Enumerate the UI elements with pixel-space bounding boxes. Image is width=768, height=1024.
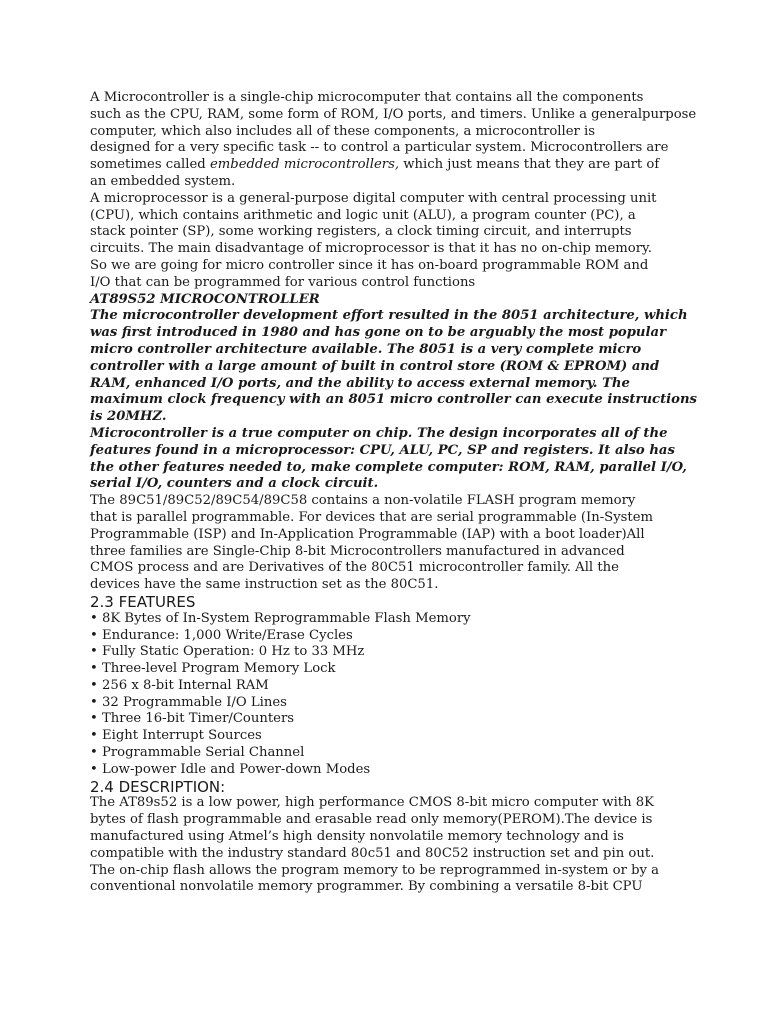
paragraph-line: maximum clock frequency with an 8051 micro controller can execute instructions (90, 392, 697, 408)
intro-text: sometimes called (90, 157, 210, 173)
paragraph-line: A microprocessor is a general-purpose digital computer with central processing unit (90, 190, 657, 206)
feature-item: • 8K Bytes of In-System Reprogrammable Flash Memory (90, 610, 471, 626)
intro-line: computer, which also includes all of these components, a microcontroller is (90, 123, 595, 139)
intro-text: which just means that they are part of (399, 157, 660, 173)
feature-item: • Programmable Serial Channel (90, 745, 305, 761)
paragraph-line: controller with a large amount of built in control store (ROM & EPROM) and (90, 358, 660, 374)
description-heading: 2.4 DESCRIPTION: (90, 777, 226, 796)
feature-item: • Low-power Idle and Power-down Modes (90, 761, 371, 777)
paragraph-line: RAM, enhanced I/O ports, and the ability to access external memory. The (90, 375, 630, 391)
paragraph-line: So we are going for micro controller since it has on-board programmable ROM and (90, 257, 649, 273)
feature-item: • 32 Programmable I/O Lines (90, 694, 287, 710)
intro-line: an embedded system. (90, 173, 236, 189)
feature-item: • Three 16-bit Timer/Counters (90, 711, 295, 727)
paragraph-line: is 20MHZ. (90, 409, 167, 425)
microprocessor-paragraph (90, 190, 657, 292)
paragraph-line: manufactured using Atmel’s high density nonvolatile memory technology and is (90, 829, 624, 845)
paragraph-line: features found in a microprocessor: CPU, ALU, PC, SP and registers. It also has (90, 442, 675, 458)
paragraph-line: I/O that can be programmed for various control functions (90, 274, 476, 290)
features-heading: 2.3 FEATURES (90, 592, 196, 611)
intro-line (90, 157, 660, 174)
bold-paragraph-8051 (90, 308, 697, 426)
intro-line: A Microcontroller is a single-chip microcomputer that contains all the components (90, 90, 644, 105)
paragraph-line: bytes of flash programmable and erasable read only memory(PEROM).The device is (90, 812, 653, 828)
italic-term: embedded microcontrollers, (209, 157, 400, 173)
paragraph-line: CMOS process and are Derivatives of the 80C51 microcontroller family. All the (90, 560, 619, 576)
paragraph-line: was first introduced in 1980 and has gone on to be arguably the most popular (90, 325, 667, 341)
paragraph-line: circuits. The main disadvantage of microprocessor is that it has no on-chip memory. (90, 241, 652, 257)
feature-item: • Three-level Program Memory Lock (90, 661, 336, 677)
paragraph-line: The AT89s52 is a low power, high performance CMOS 8-bit micro computer with 8K (90, 795, 655, 811)
feature-item: • 256 x 8-bit Internal RAM (90, 677, 269, 693)
bold-paragraph-computer-on-chip (90, 425, 687, 493)
paragraph-line: Programmable (ISP) and In-Application Programmable (IAP) with a boot loader)All (90, 526, 645, 542)
section-title-at89s52: AT89S52 MICROCONTROLLER (90, 291, 320, 307)
paragraph-line: micro controller architecture available. The 8051 is a very complete micro (90, 341, 642, 357)
paragraph-line: conventional nonvolatile memory programmer. By combining a versatile 8-bit CPU (90, 879, 643, 895)
document-page (90, 90, 697, 896)
feature-item: • Endurance: 1,000 Write/Erase Cycles (90, 627, 353, 643)
paragraph-line: The on-chip flash allows the program memory to be reprogrammed in-system or by a (90, 862, 660, 878)
paragraph-line: stack pointer (SP), some working registers, a clock timing circuit, and interrupts (90, 224, 632, 240)
paragraph-line: Microcontroller is a true computer on chip. The design incorporates all of the (90, 425, 668, 441)
intro-paragraph (90, 90, 697, 191)
paragraph-line: The microcontroller development effort resulted in the 8051 architecture, which (90, 308, 688, 324)
feature-item: • Fully Static Operation: 0 Hz to 33 MHz (90, 644, 365, 660)
paragraph-line: (CPU), which contains arithmetic and logic unit (ALU), a program counter (PC), a (90, 207, 636, 223)
feature-item: • Eight Interrupt Sources (90, 728, 262, 744)
features-list (90, 611, 610, 779)
paragraph-line: the other features needed to, make complete computer: ROM, RAM, parallel I/O, (90, 459, 687, 475)
paragraph-line: three families are Single-Chip 8-bit Microcontrollers manufactured in advanced (90, 543, 625, 559)
paragraph-line: devices have the same instruction set as the 80C51. (90, 577, 439, 593)
paragraph-line: that is parallel programmable. For devices that are serial programmable (In-System (90, 509, 654, 525)
flash-paragraph (90, 493, 654, 594)
paragraph-line: The 89C51/89C52/89C54/89C58 contains a non-volatile FLASH program memory (90, 493, 636, 509)
description-paragraph (90, 795, 660, 896)
paragraph-line: compatible with the industry standard 80c51 and 80C52 instruction set and pin out. (90, 845, 655, 861)
intro-line: such as the CPU, RAM, some form of ROM, I/O ports, and timers. Unlike a generalpurpose (90, 106, 697, 122)
intro-line: designed for a very specific task -- to control a particular system. Microcontrollers are (90, 140, 669, 156)
paragraph-line: serial I/O, counters and a clock circuit. (90, 476, 379, 492)
